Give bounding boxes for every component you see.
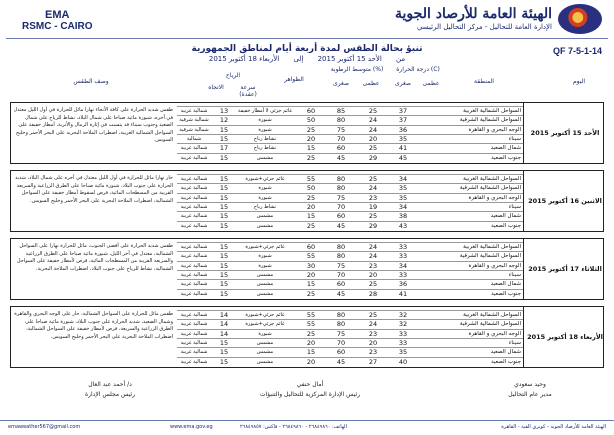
- wind-dir-cell: شمالية غربية: [180, 203, 208, 210]
- hum-max-cell: 70: [336, 202, 346, 211]
- hum-max-cell: 80: [336, 320, 346, 329]
- temp-min-cell: 24: [368, 243, 378, 251]
- signature-title: رئيس الإدارة المركزية للتحاليل والتنبؤات: [259, 391, 361, 398]
- hum-min-cell: 25: [306, 125, 316, 134]
- hum-min-cell: 20: [306, 357, 316, 366]
- hum-min-cell: 15: [306, 144, 316, 153]
- temp-max-cell: 33: [398, 270, 408, 279]
- phen-cell: مشمس: [256, 339, 274, 346]
- temp-max-cell: 35: [398, 348, 408, 357]
- phen-cell: شبورة: [258, 185, 272, 192]
- temp-min-cell: 24: [368, 125, 378, 134]
- region-cell: جنوب الصعيد: [490, 154, 521, 161]
- wind-speed-cell: 15: [219, 134, 229, 143]
- wind-speed-cell: 15: [219, 348, 229, 357]
- to-label: إلى: [293, 55, 304, 63]
- signature-title: مدير عام التحاليل: [508, 391, 552, 398]
- col-wind: الرياح: [225, 72, 241, 79]
- hum-max-cell: 80: [336, 175, 346, 183]
- col-day: اليوم: [572, 78, 586, 85]
- phen-cell: نشاط رياح: [253, 203, 277, 210]
- wind-speed-cell: 15: [219, 338, 229, 347]
- day-block: [10, 102, 604, 164]
- wind-dir-cell: شمالية غربية: [180, 262, 208, 269]
- temp-max-cell: 33: [398, 243, 408, 251]
- hum-min-cell: 25: [306, 193, 316, 202]
- from-label: من: [396, 55, 406, 63]
- page-title: تنبؤ بحالة الطقس لمدة أربعة أيام لمناطق الجمهورية: [191, 44, 423, 54]
- hum-max-cell: 85: [336, 107, 346, 115]
- hum-min-cell: 15: [306, 280, 316, 289]
- phen-cell: شبورة: [258, 126, 272, 133]
- col-phenomena: الظواهر: [284, 76, 304, 83]
- hum-max-cell: 60: [336, 144, 346, 153]
- hum-min-cell: 15: [306, 348, 316, 357]
- wind-dir-cell: شمالية غربية: [180, 349, 208, 356]
- temp-max-cell: 34: [398, 202, 408, 211]
- document-code: QF 7-5-1-14: [552, 46, 602, 56]
- temp-max-cell: 33: [398, 329, 408, 338]
- region-cell: سيناء: [508, 339, 521, 346]
- wind-speed-cell: 15: [219, 153, 229, 162]
- temp-min-cell: 20: [368, 134, 378, 143]
- signature-chairman: [40, 380, 180, 400]
- region-cell: السواحل الشمالية الشرقية: [459, 117, 521, 124]
- org-logo-icon: [558, 4, 602, 34]
- wind-dir-cell: شمالية غربية: [180, 312, 208, 318]
- phen-cell: نشاط رياح: [253, 145, 277, 152]
- wind-speed-cell: 14: [219, 329, 229, 338]
- hum-max-cell: 45: [336, 153, 346, 162]
- wind-dir-cell: شمالية غربية: [180, 244, 208, 250]
- wind-speed-cell: 13: [219, 107, 229, 115]
- wind-dir-cell: شمالية غربية: [180, 290, 208, 297]
- region-cell: الوجه البحري و القاهرة: [468, 126, 521, 133]
- temp-min-cell: 24: [368, 116, 378, 125]
- footer-email: emaweather567@gmail.com: [8, 424, 81, 430]
- temp-min-cell: 25: [368, 144, 378, 153]
- phen-cell: غائم جزئي+شبورة: [245, 321, 285, 328]
- temp-max-cell: 36: [398, 125, 408, 134]
- temp-max-cell: 37: [398, 116, 408, 125]
- weather-description: طقس مائل للحرارة على السواحل الشمالية، حار على الوجه البحري والقاهرة وشمال الصعيد، شديد الحرارة على جنوب البلاد، شبورة مائية صباحا على الطرق الزراعية والسريعة، فرص لأمطار خفيفة على السواحل الشمالية، اضطراب الملاحة البحرية على البحر الأحمر وخليج السويس.: [14, 311, 173, 340]
- wind-dir-cell: شمالية غربية: [180, 194, 208, 201]
- temp-max-cell: 41: [398, 289, 408, 298]
- hum-max-cell: 60: [336, 348, 346, 357]
- temp-min-cell: 29: [368, 153, 378, 162]
- temp-max-cell: 34: [398, 175, 408, 183]
- table-header: [10, 66, 604, 100]
- phen-cell: مشمس: [256, 358, 274, 365]
- col-hum-max: عظمى: [362, 80, 380, 87]
- region-cell: شمال الصعيد: [490, 349, 521, 356]
- region-cell: شمال الصعيد: [490, 281, 521, 288]
- col-temp: درجة الحرارة (C): [396, 66, 440, 73]
- wind-speed-cell: 15: [219, 193, 229, 202]
- wind-speed-cell: 15: [219, 243, 229, 251]
- hum-min-cell: 60: [306, 243, 316, 251]
- col-temp-min: صغرى: [395, 80, 411, 87]
- wind-speed-cell: 15: [219, 221, 229, 230]
- temp-max-cell: 38: [398, 212, 408, 221]
- wind-dir-cell: شمالية غربية: [180, 213, 208, 220]
- temp-min-cell: 23: [368, 261, 378, 270]
- temp-max-cell: 36: [398, 280, 408, 289]
- col-temp-max: عظمى: [422, 80, 440, 87]
- wind-speed-cell: 15: [219, 289, 229, 298]
- day-label: الأحد 15 أكتوبر 2015: [523, 103, 606, 163]
- wind-speed-cell: 15: [219, 280, 229, 289]
- table-row: [177, 221, 523, 231]
- signature-title: رئيس مجلس الإدارة: [84, 391, 136, 398]
- phen-cell: مشمس: [256, 222, 274, 229]
- temp-min-cell: 25: [368, 175, 378, 183]
- org-name-block: [395, 6, 552, 31]
- phen-cell: مشمس: [256, 281, 274, 288]
- hum-max-cell: 45: [336, 289, 346, 298]
- phen-cell: مشمس: [256, 213, 274, 220]
- hum-max-cell: 75: [336, 329, 346, 338]
- wind-dir-cell: شمالية غربية: [180, 185, 208, 192]
- region-cell: السواحل الشمالية الغربية: [463, 108, 521, 114]
- wind-speed-cell: 15: [219, 212, 229, 221]
- wind-dir-cell: شمالية غربية: [180, 339, 208, 346]
- phen-cell: مشمس: [256, 290, 274, 297]
- day-label: الثلاثاء 17 أكتوبر 2015: [523, 239, 606, 299]
- org-code-block: [22, 10, 93, 32]
- wind-dir-cell: شمالية غربية: [180, 222, 208, 229]
- hum-max-cell: 75: [336, 193, 346, 202]
- page-footer: [0, 420, 614, 435]
- phen-cell: نشاط رياح: [253, 135, 277, 142]
- wind-speed-cell: 15: [219, 261, 229, 270]
- hum-min-cell: 20: [306, 134, 316, 143]
- temp-min-cell: 24: [368, 320, 378, 329]
- wind-speed-cell: 17: [219, 144, 229, 153]
- temp-min-cell: 23: [368, 348, 378, 357]
- region-cell: الوجه البحري و القاهرة: [468, 262, 521, 269]
- hum-min-cell: 55: [306, 320, 316, 329]
- wind-dir-cell: شمالية شرقية: [179, 126, 209, 133]
- hum-max-cell: 80: [336, 252, 346, 261]
- temp-min-cell: 27: [368, 357, 378, 366]
- page-header: [0, 0, 614, 42]
- region-cell: سيناء: [508, 271, 521, 278]
- region-cell: السواحل الشمالية الغربية: [463, 176, 521, 182]
- temp-min-cell: 28: [368, 289, 378, 298]
- col-humidity: متوسط الرطوبة (%): [330, 66, 384, 73]
- temp-min-cell: 20: [368, 270, 378, 279]
- org-name: الهيئة العامة للأرصاد الجوية: [395, 6, 552, 22]
- wind-speed-cell: 14: [219, 311, 229, 319]
- temp-min-cell: 25: [368, 212, 378, 221]
- wind-speed-cell: 15: [219, 202, 229, 211]
- temp-max-cell: 37: [398, 107, 408, 115]
- temp-min-cell: 25: [368, 311, 378, 319]
- hum-max-cell: 70: [336, 134, 346, 143]
- wind-dir-cell: شمالية غربية: [180, 271, 208, 278]
- org-department: الإدارة العامة للتحاليل - مركز التحاليل الرئيسي: [416, 23, 552, 31]
- phen-cell: شبورة: [258, 117, 272, 124]
- wind-speed-cell: 15: [219, 252, 229, 261]
- temp-max-cell: 41: [398, 144, 408, 153]
- hum-min-cell: 20: [306, 338, 316, 347]
- temp-max-cell: 43: [398, 221, 408, 230]
- temp-min-cell: 24: [368, 252, 378, 261]
- date-range: [0, 55, 614, 63]
- wind-speed-cell: 15: [219, 125, 229, 134]
- phen-cell: شبورة: [258, 194, 272, 201]
- weather-description: حار نهارا مائل للحرارة في أول الليل معتدل في آخره على شمال البلاد، شديد الحرارة على جنوب البلاد، شبورة مائية صباحا على الطرق الزراعية والسريعة القريبة من المسطحات المائية، فرص لسقوط أمطار خفيفة على السواحل الشمالية، اضطراب الملاحة البحرية على البحر الأحمر وخليج السويس.: [15, 175, 173, 204]
- wind-speed-cell: 12: [219, 116, 229, 125]
- day-block: [10, 306, 604, 368]
- region-cell: سيناء: [508, 203, 521, 210]
- phen-cell: شبورة: [258, 262, 272, 269]
- hum-max-cell: 60: [336, 280, 346, 289]
- wind-dir-cell: شمالية غربية: [180, 108, 208, 114]
- hum-max-cell: 45: [336, 221, 346, 230]
- phen-cell: شبورة: [258, 330, 272, 337]
- phen-cell: مشمس: [256, 154, 274, 161]
- hum-max-cell: 70: [336, 270, 346, 279]
- temp-max-cell: 45: [398, 153, 408, 162]
- region-cell: السواحل الشمالية الغربية: [463, 244, 521, 250]
- region-cell: جنوب الصعيد: [490, 290, 521, 297]
- day-block: [10, 170, 604, 232]
- hum-min-cell: 30: [306, 261, 316, 270]
- day-label: الأربعاء 18 أكتوبر 2015: [523, 307, 606, 367]
- hum-min-cell: 60: [306, 107, 316, 115]
- phen-cell: غائم جزئي+شبورة: [245, 176, 285, 182]
- org-abbrev: EMA: [45, 9, 70, 21]
- footer-website: www.ema.gov.eg: [170, 424, 213, 430]
- footer-address: الهيئة العامة للأرصاد الجوية - كوبري القبة - القاهرة: [501, 424, 606, 430]
- hum-min-cell: 55: [306, 175, 316, 183]
- temp-max-cell: 40: [398, 357, 408, 366]
- table-row: [177, 153, 523, 163]
- temp-max-cell: 34: [398, 261, 408, 270]
- signature-director: [470, 380, 590, 400]
- signature-head: [230, 380, 390, 400]
- region-cell: السواحل الشمالية الشرقية: [459, 253, 521, 260]
- region-cell: سيناء: [508, 135, 521, 142]
- phen-cell: مشمس: [256, 271, 274, 278]
- signature-name: د/ أحمد عبد العال: [88, 381, 132, 388]
- org-center: RSMC - CAIRO: [22, 21, 93, 32]
- hum-min-cell: 25: [306, 329, 316, 338]
- wind-speed-cell: 15: [219, 184, 229, 193]
- hum-min-cell: 20: [306, 270, 316, 279]
- col-wind-dir: الاتجاه: [208, 84, 224, 91]
- wind-dir-cell: شمالية غربية: [180, 321, 208, 328]
- wind-dir-cell: شمالية غربية: [180, 176, 208, 182]
- region-cell: جنوب الصعيد: [490, 222, 521, 229]
- phen-cell: غائم جزئي+شبورة: [245, 244, 285, 250]
- hum-max-cell: 60: [336, 212, 346, 221]
- hum-max-cell: 75: [336, 125, 346, 134]
- footer-phone: الهاتف: ٢٦٨٤٩٨٦٠ - ٢٦٨٤٩٨٦٠ - فاكس: ٢٦٨٤٩٨٥٧: [240, 424, 347, 430]
- hum-min-cell: 55: [306, 252, 316, 261]
- region-cell: السواحل الشمالية الغربية: [463, 312, 521, 318]
- temp-max-cell: 32: [398, 320, 408, 329]
- hum-max-cell: 80: [336, 311, 346, 319]
- hum-max-cell: 80: [336, 243, 346, 251]
- header-divider: [6, 38, 608, 39]
- region-cell: السواحل الشمالية الشرقية: [459, 321, 521, 328]
- day-label: الاثنين 16 أكتوبر 2015: [523, 171, 606, 231]
- col-region: المنطقة: [474, 78, 494, 85]
- hum-max-cell: 80: [336, 184, 346, 193]
- col-hum-min: صغرى: [333, 80, 349, 87]
- wind-dir-cell: شمالية غربية: [180, 281, 208, 288]
- wind-speed-cell: 14: [219, 320, 229, 329]
- temp-max-cell: 32: [398, 311, 408, 319]
- phen-cell: شبورة: [258, 253, 272, 260]
- wind-dir-cell: شمالية غربية: [180, 330, 208, 337]
- hum-max-cell: 75: [336, 261, 346, 270]
- region-cell: السواحل الشمالية الشرقية: [459, 185, 521, 192]
- col-description: وصف الطقس: [73, 78, 109, 85]
- wind-speed-cell: 15: [219, 270, 229, 279]
- hum-min-cell: 50: [306, 116, 316, 125]
- temp-min-cell: 20: [368, 338, 378, 347]
- hum-min-cell: 20: [306, 202, 316, 211]
- hum-min-cell: 50: [306, 184, 316, 193]
- wind-dir-cell: شمالية غربية: [180, 145, 208, 152]
- hum-max-cell: 70: [336, 338, 346, 347]
- temp-min-cell: 19: [368, 202, 378, 211]
- region-cell: شمال الصعيد: [490, 145, 521, 152]
- hum-max-cell: 80: [336, 116, 346, 125]
- hum-min-cell: 25: [306, 289, 316, 298]
- wind-dir-cell: شمالية غربية: [180, 253, 208, 260]
- temp-max-cell: 35: [398, 193, 408, 202]
- weather-description: طقس شديد الحرارة على أقصى الجنوب، مائل للحرارة نهارا على السواحل الشمالية، معتدل في آخر الليل، شبورة مائية صباحا على الطرق الزراعية والسريعة القريبة من المسطحات المائية، فرص لأمطار خفيفة على السواحل الشمالية، نشاط للرياح على جنوب البلاد، اضطراب الملاحة البحرية.: [16, 243, 173, 272]
- hum-min-cell: 25: [306, 221, 316, 230]
- hum-min-cell: 15: [306, 212, 316, 221]
- phen-cell: مشمس: [256, 349, 274, 356]
- col-wind-speed: سرعة (عقدة): [239, 84, 257, 98]
- temp-min-cell: 29: [368, 221, 378, 230]
- to-date: الأربعاء 18 أكتوبر 2015: [208, 55, 280, 63]
- hum-max-cell: 45: [336, 357, 346, 366]
- region-cell: جنوب الصعيد: [490, 358, 521, 365]
- table-row: [177, 357, 523, 367]
- temp-min-cell: 23: [368, 193, 378, 202]
- phen-cell: غائم جزئي+شبورة: [245, 312, 285, 318]
- region-cell: الوجه البحري و القاهرة: [468, 330, 521, 337]
- day-block: [10, 238, 604, 300]
- from-date: الأحد 15 أكتوبر 2015: [317, 55, 382, 63]
- wind-speed-cell: 15: [219, 175, 229, 183]
- phen-cell: غائم جزئي لا أمطار خفيفة: [238, 108, 292, 114]
- hum-min-cell: 55: [306, 311, 316, 319]
- weather-description: طقس شديد الحرارة على كافة الأنحاء نهارا مائل للحرارة في أول الليل معتدل في آخره، شبورة مائية صباحا على شمال البلاد، نشاط للرياح على شمال الصعيد وجنوب سيناء قد يتسبب في إثارة الرمال والأتربة، أمطار خفيفة على السواحل الشمالية الغربية، اضطراب الملاحة البحرية على البحر الأحمر وخليج السويس.: [13, 107, 173, 144]
- signature-name: أمال حنفي: [296, 381, 324, 388]
- temp-min-cell: 25: [368, 107, 378, 115]
- temp-max-cell: 35: [398, 134, 408, 143]
- wind-speed-cell: 15: [219, 357, 229, 366]
- temp-max-cell: 33: [398, 252, 408, 261]
- wind-dir-cell: شمالية غربية: [180, 154, 208, 161]
- region-cell: شمال الصعيد: [490, 213, 521, 220]
- wind-dir-cell: شمالية: [186, 135, 202, 142]
- wind-dir-cell: شمالية شرقية: [179, 117, 209, 124]
- temp-max-cell: 33: [398, 338, 408, 347]
- table-row: [177, 289, 523, 299]
- temp-min-cell: 25: [368, 280, 378, 289]
- region-cell: الوجه البحري و القاهرة: [468, 194, 521, 201]
- title-block: [0, 44, 614, 63]
- temp-min-cell: 23: [368, 329, 378, 338]
- hum-min-cell: 25: [306, 153, 316, 162]
- wind-dir-cell: شمالية غربية: [180, 358, 208, 365]
- temp-min-cell: 24: [368, 184, 378, 193]
- signature-name: وحيد سعودي: [514, 381, 546, 388]
- temp-max-cell: 35: [398, 184, 408, 193]
